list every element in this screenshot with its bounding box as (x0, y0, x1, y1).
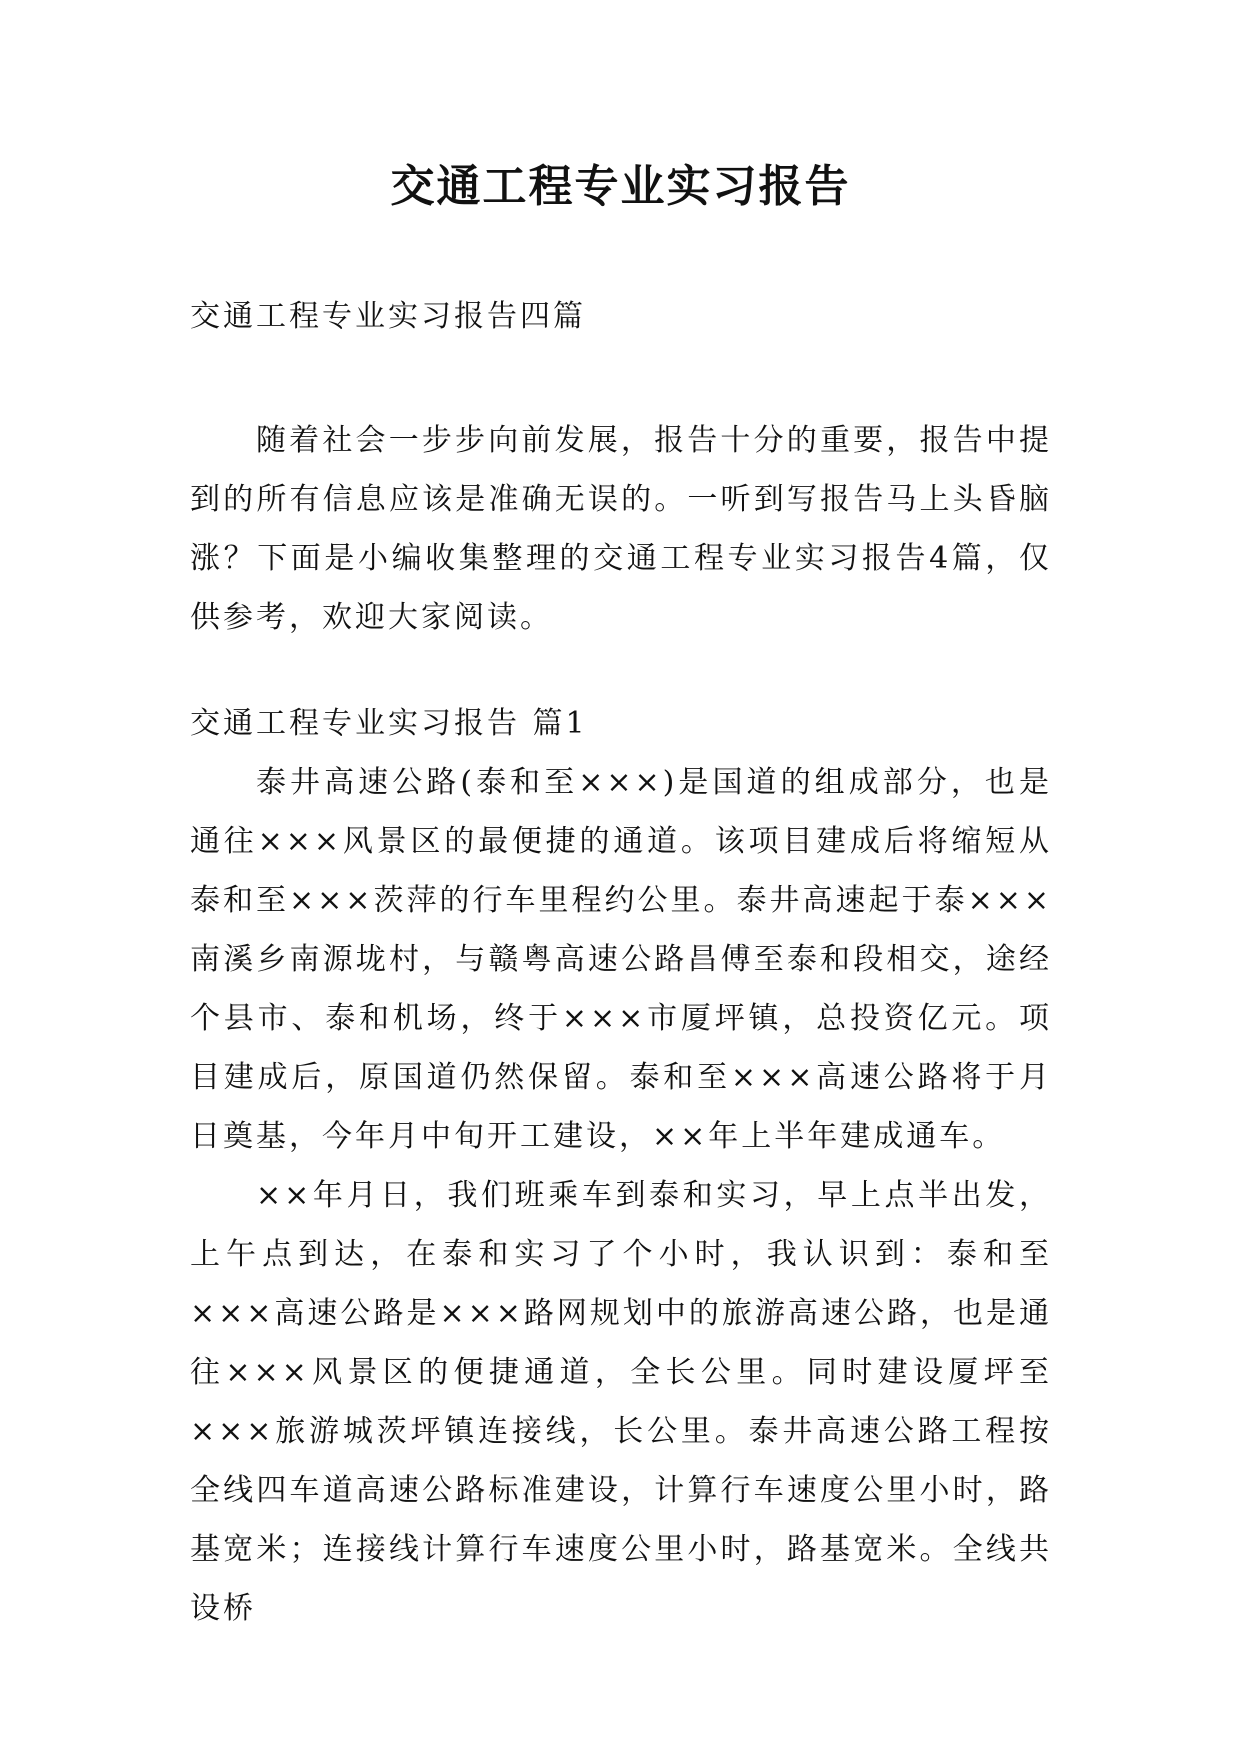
document-title: 交通工程专业实习报告 (390, 161, 851, 212)
body-paragraph: 泰井高速公路(泰和至×××)是国道的组成部分，也是通往×××风景区的最便捷的通道。该项目建成后将缩短从泰和至×××茨萍的行车里程约公里。泰井高速起于泰×××南溪乡南源垅村，与赣粤高速公路昌傅至泰和段相交，途经个县市、泰和机场，终于×××市厦坪镇，总投资亿元。项目建成后，原国道仍然保留。泰和至×××高速公路将于月日奠基，今年月中旬开工建设，××年上半年建成通车。 (190, 765, 1052, 1154)
body-paragraph: ××年月日，我们班乘车到泰和实习，早上点半出发，上午点到达，在泰和实习了个小时，我认识到：泰和至×××高速公路是×××路网规划中的旅游高速公路，也是通往×××风景区的便捷通道，全长公里。同时建设厦坪至×××旅游城茨坪镇连接线，长公里。泰井高速公路工程按全线四车道高速公路标准建设，计算行车速度公里小时，路基宽米；连接线计算行车速度公里小时，路基宽米。全线共设桥 (190, 1178, 1052, 1626)
section-heading: 交通工程专业实习报告 篇1 (190, 706, 588, 741)
document-subtitle: 交通工程专业实习报告四篇 (190, 299, 586, 334)
intro-paragraph: 随着社会一步步向前发展，报告十分的重要，报告中提到的所有信息应该是准确无误的。一听到写报告马上头昏脑涨？下面是小编收集整理的交通工程专业实习报告4篇，仅供参考，欢迎大家阅读。 (190, 423, 1052, 635)
section-body (190, 753, 1052, 1638)
